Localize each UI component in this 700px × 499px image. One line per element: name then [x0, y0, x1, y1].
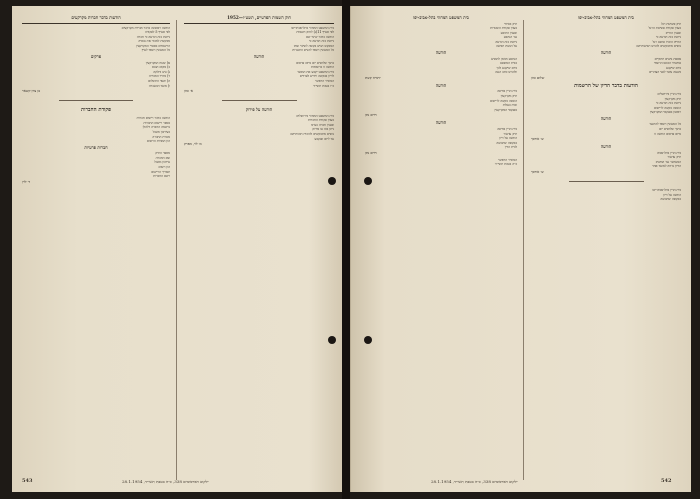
- text-line: מספר התיק: [155, 151, 170, 156]
- text-line: שם החברה: [155, 155, 170, 160]
- text-line: תאריך הרישום: [151, 169, 170, 174]
- text-line: הון המניות הרשום: [146, 139, 170, 144]
- text-line: הודעה על דיון: [663, 192, 681, 197]
- text-line: ניתנת בזה הודעה: [495, 39, 517, 44]
- notice-heading: הודעה: [600, 50, 612, 56]
- divider: [59, 100, 133, 101]
- text-line: בית המשפט יקבע את המועד: [297, 69, 334, 74]
- text-line: לפי סעיף 11(ג) לחוק השמות: [296, 30, 334, 35]
- right-page: [350, 6, 691, 492]
- binding-hole: [328, 336, 336, 344]
- left-page: [12, 6, 343, 492]
- text-line: הון רשום: [158, 164, 170, 169]
- text-line: הודעה בדבר שינוי שם: [306, 34, 334, 39]
- text-line: ובענין חברה בע״מ: [311, 122, 334, 127]
- text-line: הוגשה בקשה לרישום: [654, 105, 681, 110]
- right-page-right-column: [531, 14, 681, 202]
- text-line: בעירבון מוגבל: [152, 129, 170, 134]
- text-line: ניתנת בזה הודעה כי: [655, 35, 681, 40]
- notice-heading: הודעה: [435, 82, 447, 88]
- header-rule: [184, 23, 334, 24]
- text-line: תיק מקרקעין: [664, 96, 681, 101]
- section-header: בית המשפט המחוזי בתל-אביב-יפו: [413, 15, 469, 20]
- section-title: הודעות בדבר הדיון של הרשמות: [574, 82, 638, 89]
- text-line: בענין פקודת השטרות: [490, 26, 517, 31]
- text-line: מיום פרסום הודעה זו: [654, 131, 681, 136]
- signature: חיים נתן: [365, 113, 377, 118]
- text-line: בתוך שלושים יום מיום פרסום: [296, 60, 334, 65]
- text-line: בית הדין בחיפה: [497, 89, 517, 94]
- book-gutter: [342, 0, 350, 499]
- text-line: המערער נגד המשיב: [655, 159, 681, 164]
- signature: בן ציון קשאר: [22, 89, 40, 94]
- text-line: מטרת החברה: [152, 134, 170, 139]
- text-line: הודעה ראשונה בדבר מכירת מקרקעים: [121, 25, 170, 30]
- notice-heading: פרקים: [90, 54, 102, 60]
- signature: ש׳ אורבך: [531, 170, 544, 175]
- text-line: הרשומים בספרי המקרקעין: [136, 43, 170, 48]
- text-line: בבקשה שהוגשה: [660, 197, 681, 202]
- divider: [569, 181, 644, 182]
- column-rule: [176, 20, 177, 480]
- signature: יהודה קשת: [365, 75, 381, 80]
- header-rule: [22, 23, 170, 24]
- notice-heading: הודעה: [600, 115, 612, 121]
- text-line: בית המשפט המחוזי בירושלים: [296, 113, 334, 118]
- binding-hole: [364, 177, 372, 185]
- notice-heading: הודעה על פירוק: [245, 107, 273, 113]
- notice-heading: חברות פרטיות: [84, 144, 108, 150]
- text-line: הודעה בדבר רישום חברות: [136, 116, 170, 121]
- text-line: עירבון מוגבל: [154, 160, 170, 165]
- text-line: לבית הדין: [504, 145, 517, 150]
- page-footer: ילקוט הפרסומים 338, כ״ה בטבת תשי״ד, 28.1.1954: [122, 479, 209, 484]
- text-line: בית המשפט המחוזי בתל-אביב-יפו: [291, 25, 334, 30]
- text-line: כל המעונין רשאי להגיש התנגדות: [292, 48, 334, 53]
- text-line: תיק מקרקעין: [500, 94, 517, 99]
- page-footer: ילקוט הפרסומים 338, כ״ה בטבת תשי״ד, 28.1.1954: [431, 479, 518, 484]
- text-line: בבקשה שהוגשה: [496, 140, 517, 145]
- text-line: הדיון נדחה למועד אחר: [651, 164, 681, 169]
- text-line: הוגשה בקשה לרישום: [490, 98, 517, 103]
- text-line: במשרד הכונס הרשמי: [653, 61, 681, 66]
- text-line: בבית המשפט: [499, 61, 517, 66]
- text-line: ב) מקום הנכס: [151, 65, 170, 70]
- text-line: ניתנת בזה הודעה כי חברה: [136, 34, 170, 39]
- signature: מ׳ לוי, מפרק: [184, 142, 202, 147]
- text-line: על הגשת תביעה: [495, 44, 517, 49]
- text-line: ג) גוש וחלקה: [153, 69, 170, 74]
- column-rule: [523, 20, 524, 480]
- text-line: נושים מתבקשים להוכיח חובותיהם: [290, 132, 334, 136]
- text-line: כל המעונין רשאי להתנגד: [649, 122, 681, 127]
- text-line: ניתנת בזה הודעה כי: [308, 39, 334, 44]
- text-line: ה) תנאי התשלום: [148, 78, 170, 83]
- text-line: זכות בעלות: [502, 103, 517, 108]
- text-line: הנתבע מוזמן להופיע: [491, 56, 517, 61]
- text-line: ובענין התובע: [500, 30, 517, 35]
- binding-hole: [328, 177, 336, 185]
- text-line: בפנקסי המקרקעין: [494, 107, 517, 112]
- text-line: מבקשת למכור את נכסיה: [138, 39, 170, 44]
- text-line: בית הדין בחיפה: [497, 126, 517, 131]
- text-line: בית הדין בתל-אביב-יפו: [652, 188, 681, 193]
- text-line: ניתן בזה צו פירוק: [312, 127, 334, 132]
- left-page-right-column: [184, 14, 334, 149]
- divider: [222, 100, 297, 101]
- text-line: לפי סעיף 5 לפקודה: [144, 30, 170, 35]
- text-line: ובענין החייב: [665, 30, 681, 35]
- text-line: בית הדין בירושלים: [657, 91, 681, 96]
- text-line: נגד הנתבע: [503, 35, 517, 40]
- left-page-left-column: [22, 14, 170, 187]
- text-line: בשעה עשר לפני הצהרים: [649, 70, 681, 75]
- text-line: תיק אזרחי: [503, 21, 517, 26]
- section-title: פקודת החברות: [81, 107, 111, 114]
- page-number: 543: [22, 478, 33, 484]
- text-line: תיק פשיטת רגל: [661, 21, 681, 26]
- text-line: בספר רישום החברות: [143, 120, 170, 125]
- text-line: המבקש הגיש בקשה לשינוי שמו: [293, 43, 334, 48]
- signature: חיים נתן: [365, 150, 377, 155]
- text-line: עד ליום שנקבע: [314, 136, 334, 141]
- signature: ד׳ לוין: [22, 179, 31, 184]
- notice-heading: הודעה: [253, 54, 265, 60]
- text-line: ולהגיש כתב הגנה: [495, 70, 517, 75]
- signature: ש׳ אורבך: [531, 137, 544, 142]
- text-line: כ״ה בטבת תשי״ד: [494, 162, 517, 167]
- text-line: החייב הוכרז פושט רגל: [652, 39, 681, 44]
- text-line: בית הדין בתל-אביב: [656, 150, 681, 155]
- text-line: א) שטח המקרקעין: [145, 60, 170, 65]
- page-number: 542: [661, 478, 672, 484]
- text-line: ביום שיקבע לכך: [496, 65, 517, 70]
- text-line: רשם החברות: [153, 174, 170, 179]
- text-line: ראשון בפנקסי המקרקעין: [649, 110, 681, 115]
- right-page-left-column: [365, 14, 517, 167]
- notice-heading: הודעה: [435, 120, 447, 126]
- text-line: נושים מתבקשים להגיש תביעותיהם: [636, 44, 681, 49]
- notice-heading: הודעה: [600, 144, 612, 150]
- text-line: כל המעונין רשאי לעיין: [141, 48, 170, 53]
- text-line: ו) מועד ההעברה: [148, 83, 170, 88]
- text-line: בענין פקודת פשיטת הרגל: [648, 26, 681, 31]
- signature: א׳ כהן: [184, 89, 193, 94]
- text-line: בענין פקודת החברות: [307, 118, 334, 123]
- notice-heading: הודעה: [435, 50, 447, 56]
- section-header: חוק השמות הפרטיים, תשט״ו—1952: [227, 15, 291, 20]
- text-line: תיק ערעור: [667, 155, 681, 160]
- text-line: ביום שיקבע: [666, 65, 681, 70]
- signature: שלום כהן: [531, 75, 545, 80]
- text-line: נרשמה החברה דלהלן: [142, 125, 170, 130]
- text-line: כ״ו בטבת תשי״ד: [312, 83, 334, 88]
- text-line: תיק ערעור: [503, 131, 517, 136]
- binding-hole: [364, 336, 372, 344]
- text-line: בתוך שלושים יום: [659, 127, 681, 131]
- text-line: המזכיר הראשי: [498, 157, 517, 162]
- text-line: לדיון בבקשה ויודיע לצדדים: [299, 74, 334, 79]
- text-line: ד) מחיר המכירה: [148, 74, 170, 79]
- text-line: הודעה זו ברשומות: [310, 65, 334, 70]
- text-line: אספת נושים תתקיים: [654, 56, 681, 61]
- text-line: ניתנת בזה הודעה כי: [655, 101, 681, 106]
- text-line: הודעה על דיון: [499, 136, 517, 141]
- section-header: הודעות בדבר חברות מקרקעים: [71, 15, 121, 20]
- text-line: המזכיר הראשי: [315, 78, 334, 83]
- section-header: בית המשפט המחוזי בתל-אביב-יפו: [578, 15, 634, 20]
